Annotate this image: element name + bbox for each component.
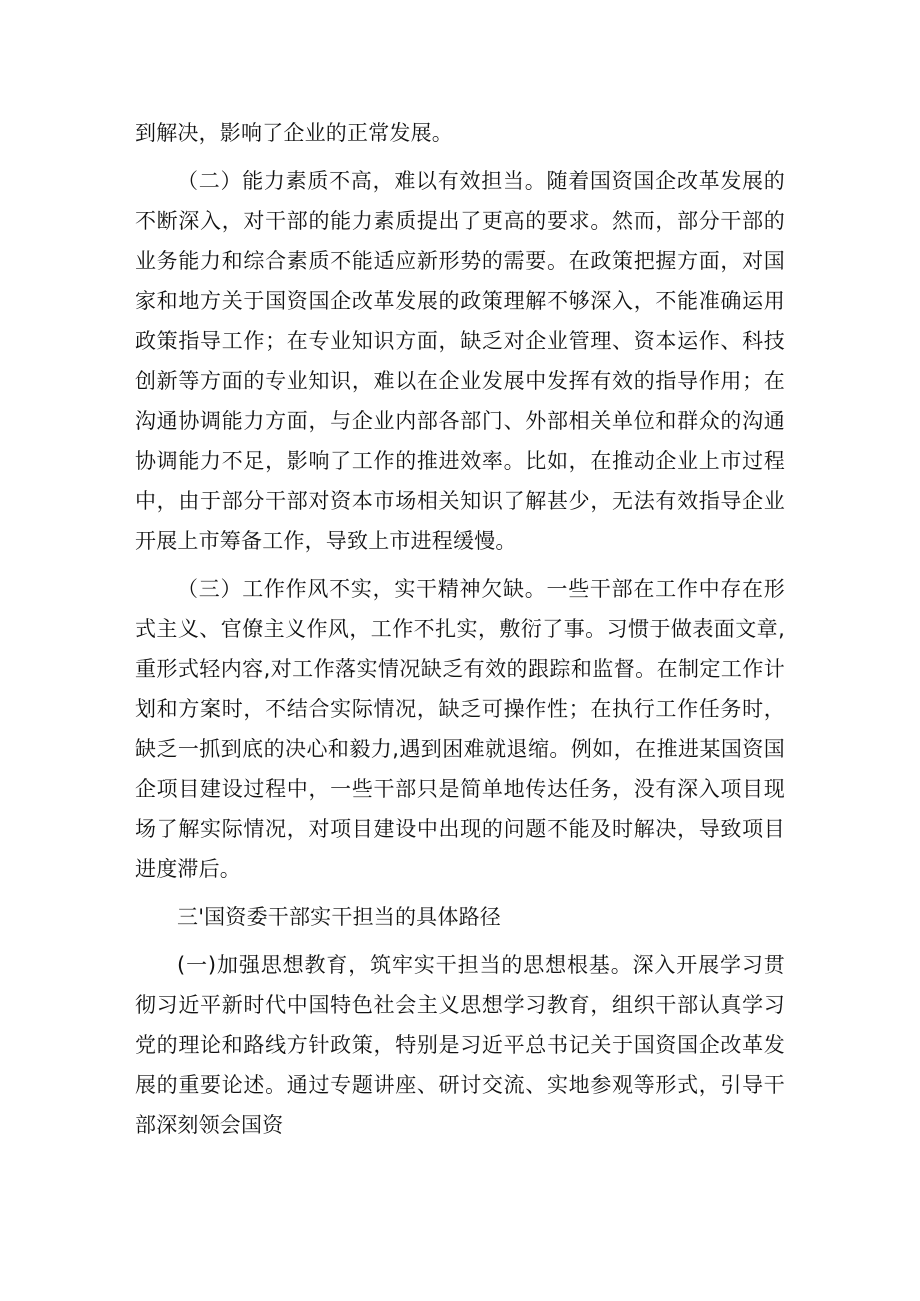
- section-heading: 三'国资委干部实干担当的具体路径: [177, 905, 501, 929]
- paragraph-gap: [135, 937, 785, 945]
- paragraph-continuation: 到解决，影响了企业的正常发展。: [135, 121, 453, 145]
- paragraph-work-style: （三）工作作风不实，实干精神欠缺。一些干部在工作中存在形式主义、官僚主义作风，工作不扎实，敷衍了事。习惯于做表面文章,重形式轻内容,对工作落实情况缺乏有效的跟踪和监督。在制定工作计划和方案时，不结合实际情况，缺乏可操作性；在执行工作任务时，缺乏一抓到底的决心和毅力,遇到困难就退缩。例如，在推进某国资国企项目建设过程中，一些干部只是简单地传达任务，没有深入项目现场了解实际情况，对项目建设中出现的问题不能及时解决，导致项目进度滞后。: [135, 577, 785, 881]
- paragraph-gap: [135, 153, 785, 161]
- paragraph-gap: [135, 889, 785, 897]
- document-body: [135, 113, 785, 1145]
- paragraph-ideological-education: (一)加强思想教育，筑牢实干担当的思想根基。深入开展学习贯彻习近平新时代中国特色社会主义思想学习教育，组织干部认真学习党的理论和路线方针政策，特别是习近平总书记关于国资国企改革发展的重要论述。通过专题讲座、研讨交流、实地参观等形式，引导干部深刻领会国资: [135, 953, 785, 1137]
- paragraph-gap: [135, 561, 785, 569]
- paragraph-ability-quality: （二）能力素质不高，难以有效担当。随着国资国企改革发展的不断深入，对干部的能力素质提出了更高的要求。然而，部分干部的业务能力和综合素质不能适应新形势的需要。在政策把握方面，对国家和地方关于国资国企改革发展的政策理解不够深入，不能准确运用政策指导工作；在专业知识方面，缺乏对企业管理、资本运作、科技创新等方面的专业知识，难以在企业发展中发挥有效的指导作用；在沟通协调能力方面，与企业内部各部门、外部相关单位和群众的沟通协调能力不足，影响了工作的推进效率。比如，在推动企业上市过程中，由于部分干部对资本市场相关知识了解甚少，无法有效指导企业开展上市筹备工作，导致上市进程缓慢。: [135, 169, 785, 553]
